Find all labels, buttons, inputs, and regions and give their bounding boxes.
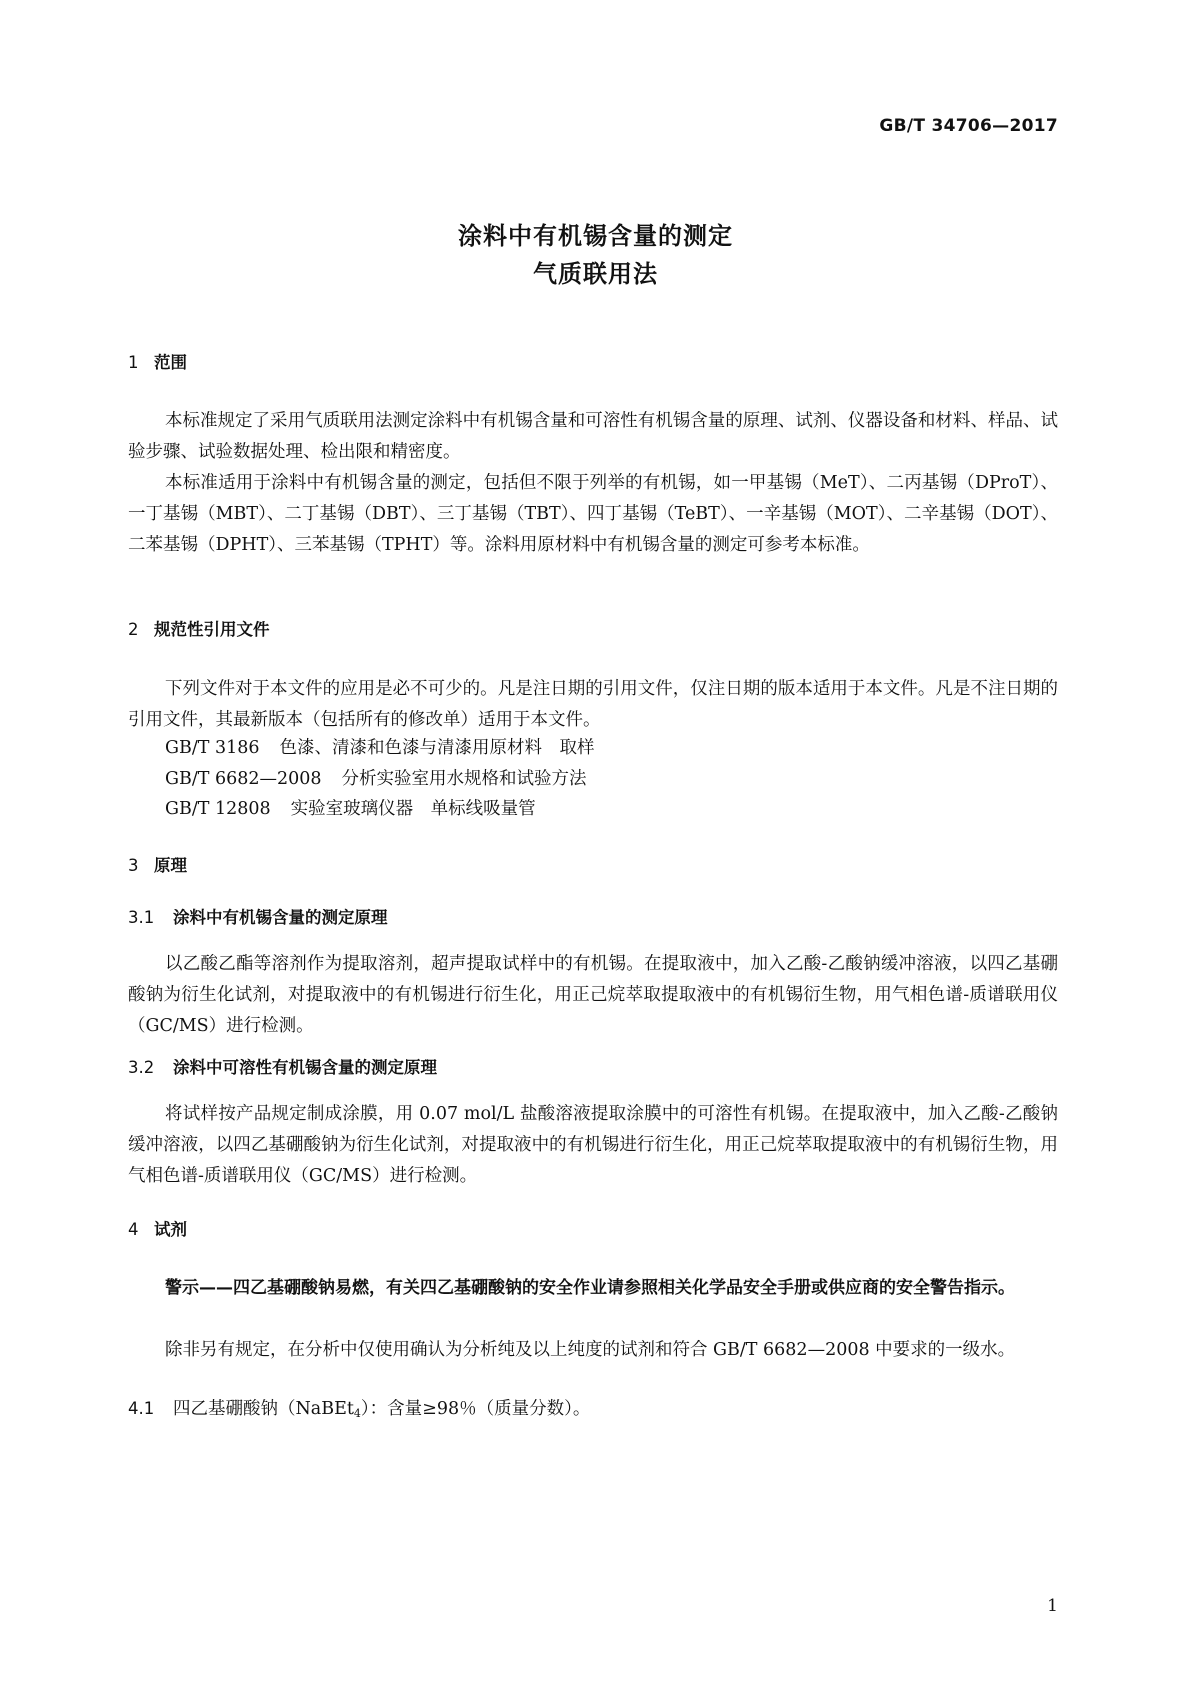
reference-title: 分析实验室用水规格和试验方法	[341, 769, 587, 789]
subsection-title: 涂料中可溶性有机锡含量的测定原理	[173, 1058, 437, 1077]
section-3-1-paragraph: 以乙酸乙酯等溶剂作为提取溶剂，超声提取试样中的有机锡。在提取液中，加入乙酸-乙酸钠缓冲溶液，以四乙基硼酸钠为衍生化试剂，对提取液中的有机锡进行衍生化，用正己烷萃取提取液中的有机锡衍生物，用气相色谱-质谱联用仪（GC/MS）进行检测。	[128, 954, 1058, 1036]
document-title-line2: 气质联用法	[533, 260, 658, 288]
standard-number: GB/T 34706—2017	[879, 116, 1058, 136]
section-2-paragraph-1: 下列文件对于本文件的应用是必不可少的。凡是注日期的引用文件，仅注日期的版本适用于本文件。凡是不注日期的引用文件，其最新版本（包括所有的修改单）适用于本文件。	[128, 679, 1058, 730]
section-number: 4	[128, 1220, 139, 1239]
section-number: 2	[128, 620, 139, 639]
subsection-number: 3.1	[128, 908, 155, 927]
section-3-2-paragraph: 将试样按产品规定制成涂膜，用 0.07 mol/L 盐酸溶液提取涂膜中的可溶性有机锡。在提取液中，加入乙酸-乙酸钠缓冲溶液，以四乙基硼酸钠为衍生化试剂，对提取液中的有机锡进行衍生化，用正己烷萃取提取液中的有机锡衍生物，用气相色谱-质谱联用仪（GC/MS）进行检测。	[128, 1104, 1058, 1186]
section-title: 原理	[154, 856, 187, 875]
clause-text-start: 四乙基硼酸钠（NaBEt	[173, 1399, 354, 1419]
chemical-subscript: 4	[353, 1407, 361, 1420]
page-number: 1	[1047, 1596, 1058, 1616]
section-title: 规范性引用文件	[154, 620, 270, 639]
section-title: 范围	[154, 353, 187, 372]
section-1-paragraph-2: 本标准适用于涂料中有机锡含量的测定，包括但不限于列举的有机锡，如一甲基锡（MeT）、二丙基锡（DProT）、一丁基锡（MBT）、二丁基锡（DBT）、三丁基锡（TBT）、四丁基锡（TeBT）、一辛基锡（MOT）、二辛基锡（DOT）、二苯基锡（DPHT）、三苯基锡（TPHT）等。涂料用原材料中有机锡含量的测定可参考本标准。	[128, 473, 1058, 555]
reference-code: GB/T 12808	[165, 799, 271, 819]
normative-reference	[165, 797, 536, 821]
section-number: 1	[128, 353, 139, 372]
clause-number: 4.1	[128, 1399, 155, 1418]
section-3-1-heading	[128, 906, 388, 930]
reference-title: 实验室玻璃仪器 单标线吸量管	[290, 799, 536, 819]
section-2-heading	[128, 618, 270, 642]
section-1-paragraph-1: 本标准规定了采用气质联用法测定涂料中有机锡含量和可溶性有机锡含量的原理、试剂、仪器设备和材料、样品、试验步骤、试验数据处理、检出限和精密度。	[128, 411, 1058, 462]
reference-code: GB/T 3186	[165, 738, 260, 758]
section-4-heading	[128, 1218, 187, 1242]
reference-code: GB/T 6682—2008	[165, 769, 322, 789]
clause-4-1	[128, 1397, 590, 1426]
section-1-heading	[128, 351, 187, 375]
section-3-heading	[128, 854, 187, 878]
section-title: 试剂	[154, 1220, 187, 1239]
reference-title: 色漆、清漆和色漆与清漆用原材料 取样	[279, 738, 595, 758]
normative-reference	[165, 736, 595, 760]
section-3-2-heading	[128, 1056, 437, 1080]
subsection-title: 涂料中有机锡含量的测定原理	[173, 908, 388, 927]
document-title-line1: 涂料中有机锡含量的测定	[458, 222, 733, 250]
normative-reference	[165, 767, 587, 791]
section-4-paragraph-1: 除非另有规定，在分析中仅使用确认为分析纯及以上纯度的试剂和符合 GB/T 6682—2008 中要求的一级水。	[165, 1340, 1016, 1360]
clause-text-end: ）：含量≥98％（质量分数）。	[360, 1399, 591, 1419]
safety-warning: 警示——四乙基硼酸钠易燃，有关四乙基硼酸钠的安全作业请参照相关化学品安全手册或供应商的安全警告指示。	[165, 1278, 1015, 1298]
section-number: 3	[128, 856, 139, 875]
subsection-number: 3.2	[128, 1058, 155, 1077]
